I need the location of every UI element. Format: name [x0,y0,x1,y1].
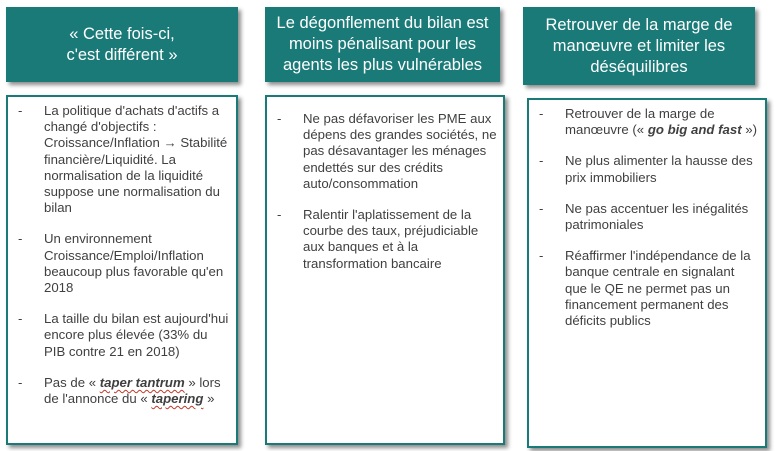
emphasis-text: tapering [151,391,204,407]
column-2-title-line-1: Le dégonflement du bilan est [276,14,489,32]
bullet-item [14,375,230,407]
bullet-dash: - [18,231,23,247]
column-1-list [14,103,230,407]
text-run: Ne pas défavoriser les PME aux dépens des grandes sociétés, ne pas désavantager les ménages endettés sur des crédits auto/consommation [303,111,497,191]
column-3-title [545,15,732,78]
column-2-title-line-3: agents les plus vulnérables [282,56,483,74]
bullet-dash: - [539,106,544,121]
bullet-dash: - [18,374,23,390]
bullet-item [14,311,230,360]
bullet-dash: - [18,103,23,118]
bullet-text [303,111,497,191]
bullet-item [273,207,497,272]
column-2-header [265,7,500,82]
column-3-panel [527,98,767,448]
bullet-text [44,311,228,358]
column-2-title [277,13,489,76]
text-run: Ralentir l'aplatissement de la courbe des taux, préjudiciable aux banques et à la transformation bancaire [303,207,479,271]
column-1-header [6,7,238,82]
text-run: La politique d'achats d'actifs a changé d'objectifs : Croissance/Inflation → Stabilité financière/Liquidité. La normalisation de la liquidité suppose une normalisation du bilan [44,103,228,216]
bullet-dash: - [18,311,23,327]
column-2-panel [265,95,505,445]
bullet-item [535,153,759,185]
emphasis-text: taper tantrum [99,374,185,390]
column-2-list [273,111,497,272]
column-3-header [523,7,755,85]
bullet-text [44,375,221,406]
column-2-title-line-2: moins pénalisant pour les [288,35,477,53]
column-3-title-line-1: Retrouver de la marge de [545,15,733,34]
column-1-title [66,24,177,66]
bullet-item [273,111,497,192]
column-3-title-line-2: manœuvre et limiter les [552,36,726,55]
column-3-title-line-3: déséquilibres [590,57,688,76]
emphasis-text: go big and fast [647,122,742,138]
bullet-dash: - [539,153,544,169]
text-run: Retrouver de la marge de manœuvre (« [565,106,715,138]
bullet-dash: - [277,111,282,126]
text-run: Pas de « [44,374,100,390]
bullet-dash: - [277,207,282,223]
bullet-text [44,231,223,295]
column-3-list [535,106,759,329]
bullet-item [535,248,759,329]
bullet-item [14,103,230,216]
text-run: Réaffirmer l'indépendance de la banque centrale en signalant que le QE ne permet pas un financement permanent des déficits publics [565,248,751,329]
column-1-title-line-2: c'est différent » [66,45,178,64]
column-1-panel [6,95,238,445]
bullet-dash: - [539,200,544,216]
text-run: ») [741,122,757,138]
text-run: Ne plus alimenter la hausse des prix immobiliers [565,153,753,185]
bullet-text [565,106,757,137]
text-run: La taille du bilan est aujourd'hui encore plus élevée (33% du PIB contre 21 en 2018) [44,311,229,359]
text-run: » lors de l'annonce du « [44,374,221,407]
column-1-title-line-1: « Cette fois-ci, [69,24,175,43]
bullet-text [565,248,751,328]
bullet-item [14,231,230,296]
text-run: Ne pas accentuer les inégalités patrimoniales [565,200,749,233]
bullet-text [303,207,478,271]
bullet-dash: - [539,248,544,264]
bullet-text [565,153,753,184]
text-run: » [203,391,215,407]
bullet-item [535,201,759,233]
bullet-item [535,106,759,138]
text-run: Un environnement Croissance/Emploi/Inflation beaucoup plus favorable qu'en 2018 [44,231,224,296]
bullet-text [44,103,227,215]
bullet-text [565,201,748,232]
